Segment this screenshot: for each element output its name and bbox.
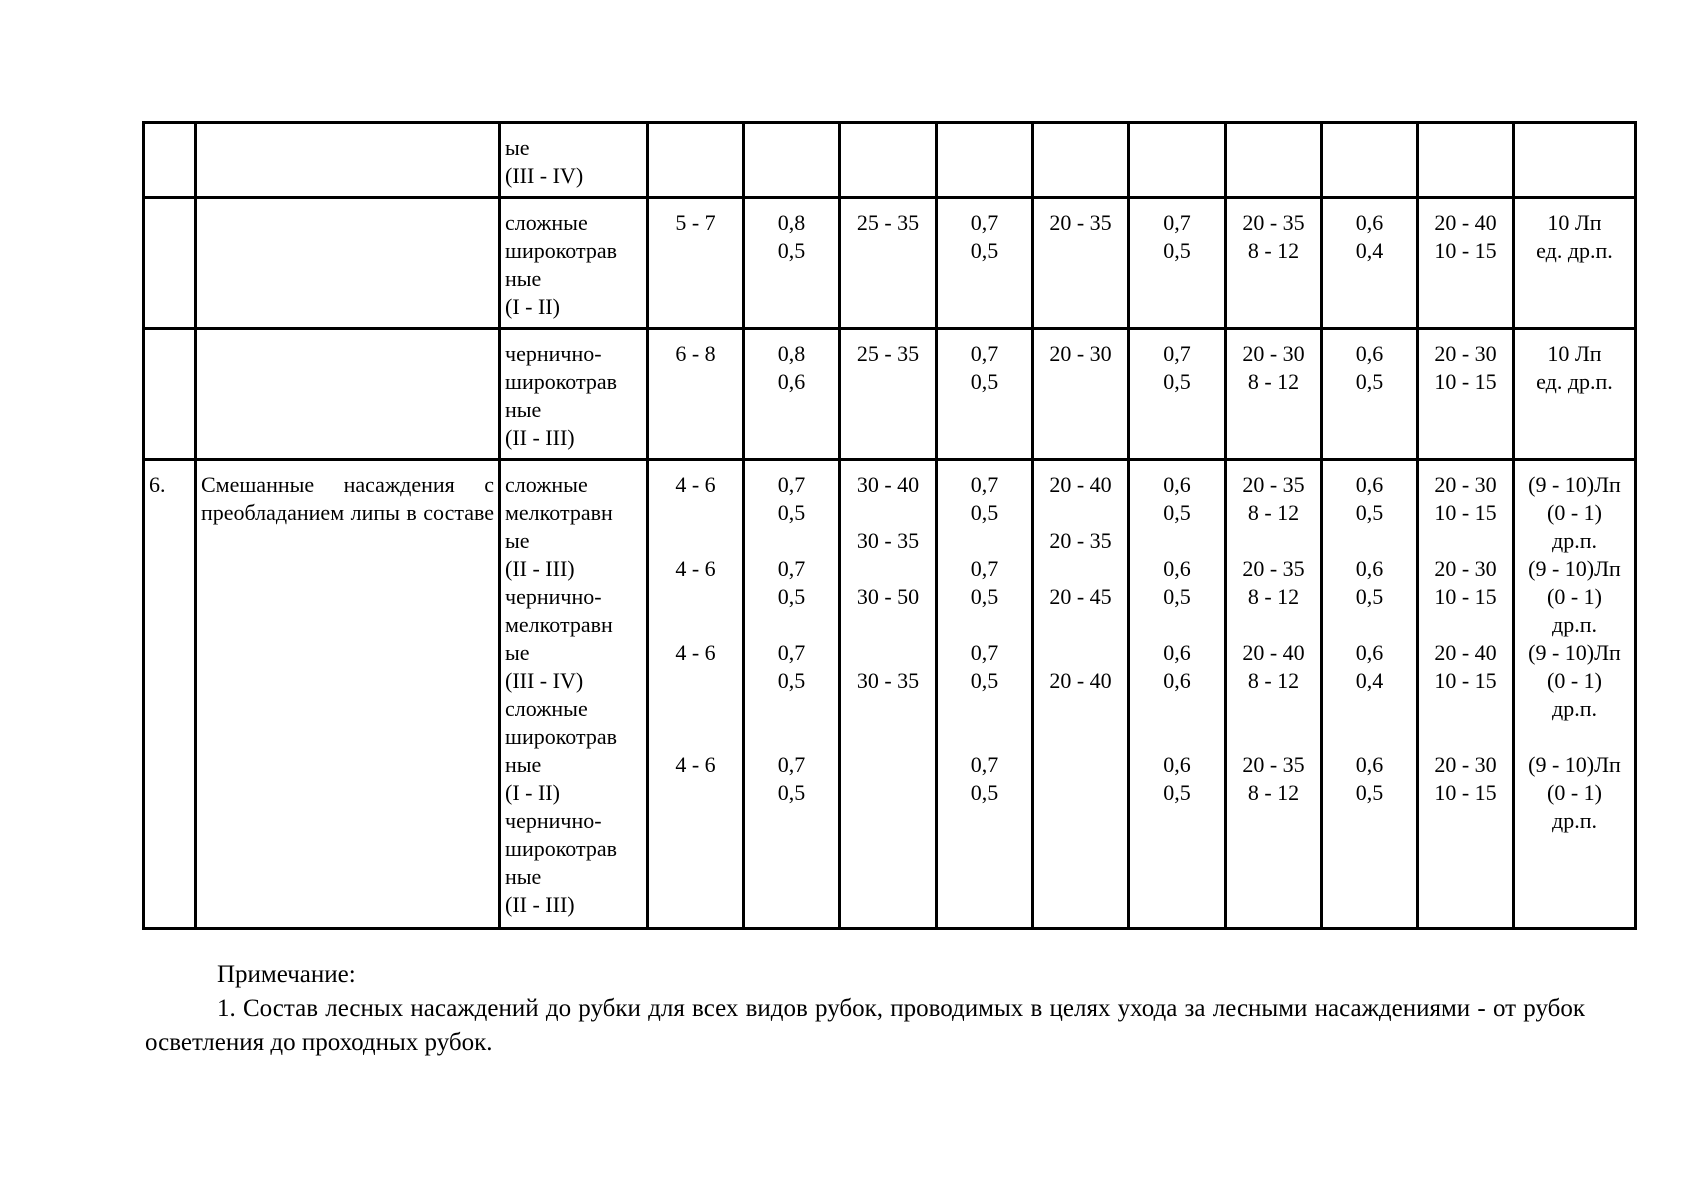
cell-line [1231,134,1316,162]
cell-line: др.п. [1552,696,1597,721]
cell-line: ые [505,135,530,160]
cell-line: 0,7 [777,640,806,665]
cell-line: 0,6 [1163,668,1191,693]
cell-line [942,695,1027,723]
cell-line: 20 - 30 [1434,752,1497,777]
value-cell [1514,123,1636,198]
cell-line: 0,5 [1163,369,1191,394]
value-cell [937,460,1033,929]
cell-line: (0 - 1) [1547,668,1602,693]
cell-line: 25 - 35 [856,341,920,366]
cell-line: 5 - 7 [675,210,716,235]
cell-line: (II - III) [505,425,575,450]
cell-line [1327,723,1412,751]
cell-line [1327,695,1412,723]
cell-line: 0,5 [970,369,999,394]
table-row [144,123,1636,198]
cell-line: мелкотравн [505,612,613,637]
cell-line [1134,723,1220,751]
cell-line: 0,5 [777,238,806,263]
value-cell [648,329,744,460]
cell-line: (III - IV) [505,668,584,693]
cell-line: широкотрав [505,369,618,394]
cell-line: 0,5 [1163,780,1191,805]
cell-line: 0,5 [1163,500,1191,525]
cell-line: 4 - 6 [675,472,716,497]
value-cell [1226,198,1322,329]
cell-line [845,611,931,639]
cell-line [845,555,931,583]
cell-line: ные [505,752,542,777]
cell-line: чернично- [505,584,602,609]
cell-line: 0,6 [1355,640,1384,665]
cell-line: (9 - 10)Лп [1528,752,1621,777]
value-cell [1129,198,1226,329]
forest-type-cell [500,123,648,198]
cell-line: 0,7 [970,556,999,581]
cell-line [749,134,834,162]
cell-line: 20 - 35 [1242,472,1305,497]
cell-line: 20 - 35 [1049,210,1112,235]
cell-line: 20 - 35 [1242,752,1305,777]
cell-line: 0,5 [777,584,806,609]
value-cell [937,123,1033,198]
cell-line: 0,5 [970,238,999,263]
cell-line [1423,695,1508,723]
value-cell [840,460,937,929]
stand-name-cell [196,198,500,329]
cell-line: 0,5 [777,668,806,693]
cell-line: др.п. [1552,528,1597,553]
cell-line: 0,5 [1163,238,1191,263]
cell-line: 0,5 [1355,584,1384,609]
value-cell [1322,123,1418,198]
cell-line: (0 - 1) [1547,780,1602,805]
value-cell [937,329,1033,460]
cell-line [1134,134,1220,162]
value-cell [840,329,937,460]
cell-line [1231,527,1316,555]
cell-line: 10 Лп [1547,210,1602,235]
cell-line: 30 - 35 [856,528,920,553]
note-item-1: 1. Состав лесных насаждений до рубки для всех видов рубок, проводимых в целях ухода за лесными насаждениями - от рубок осветления до проходных рубок. [145,995,1585,1056]
cell-line: ед. др.п. [1536,369,1613,394]
cell-line: 0,5 [777,780,806,805]
cell-line: сложные [505,472,588,497]
cell-line: др.п. [1552,808,1597,833]
cell-line: ые [505,640,530,665]
cell-line [1038,499,1123,527]
cell-line: 20 - 30 [1434,556,1497,581]
cell-line: чернично- [505,341,602,366]
value-cell [1322,460,1418,929]
value-cell [840,198,937,329]
cell-line: 20 - 40 [1434,640,1497,665]
cell-line: 10 Лп [1547,341,1602,366]
cell-line: 0,4 [1355,668,1384,693]
value-cell [744,123,840,198]
value-cell [1418,123,1514,198]
cell-line: 30 - 40 [856,472,920,497]
cell-line: 8 - 12 [1247,238,1300,263]
cell-line: 10 - 15 [1434,500,1497,525]
cell-line [1327,134,1412,162]
cell-line: 0,5 [777,500,806,525]
cell-line [1423,134,1508,162]
cell-line: 0,6 [777,369,806,394]
value-cell [1418,329,1514,460]
cell-line [1423,723,1508,751]
cell-line: 25 - 35 [856,210,920,235]
value-cell [1514,198,1636,329]
value-cell [840,123,937,198]
cell-line: 0,7 [970,341,999,366]
cell-line: (II - III) [505,556,575,581]
cell-line: 0,5 [970,780,999,805]
cell-line: (9 - 10)Лп [1528,556,1621,581]
value-cell [1033,460,1129,929]
cell-line: (0 - 1) [1547,500,1602,525]
value-cell [1514,460,1636,929]
cell-line [845,134,931,162]
cell-line [1134,527,1220,555]
cell-line: ные [505,266,542,291]
cell-line: 0,8 [777,210,806,235]
cell-line: (9 - 10)Лп [1528,472,1621,497]
cell-line: др.п. [1552,612,1597,637]
cell-line: 4 - 6 [675,752,716,777]
cell-line [1038,134,1123,162]
cell-line [1134,611,1220,639]
cell-line: 0,5 [1355,500,1384,525]
cell-line: 0,4 [1355,238,1384,263]
cell-line: 0,7 [1163,210,1191,235]
cell-line: 0,7 [777,472,806,497]
cell-line: 0,6 [1163,556,1191,581]
cell-line: ые [505,528,530,553]
cell-line: (0 - 1) [1547,584,1602,609]
cell-line: (I - II) [505,294,560,319]
cell-line: 0,6 [1163,472,1191,497]
cell-line: 20 - 40 [1242,640,1305,665]
cell-line: 0,5 [970,500,999,525]
cell-line [1327,527,1412,555]
cell-line: 0,5 [1355,369,1384,394]
cell-line: 6 - 8 [675,341,716,366]
cell-line: 8 - 12 [1247,584,1300,609]
note-section [145,958,1585,1060]
cell-line: 20 - 30 [1434,472,1497,497]
cell-line [749,611,834,639]
cell-line: 8 - 12 [1247,500,1300,525]
cell-line: 20 - 35 [1242,210,1305,235]
forest-type-cell [500,198,648,329]
value-cell [1033,329,1129,460]
table-row [144,329,1636,460]
cell-line: 0,8 [777,341,806,366]
value-cell [744,329,840,460]
value-cell [1322,198,1418,329]
cell-line [942,527,1027,555]
cell-line: 10 - 15 [1434,584,1497,609]
cell-line: 0,6 [1355,556,1384,581]
cell-line [845,639,931,667]
cell-line: 0,7 [970,472,999,497]
cell-line: 0,5 [970,584,999,609]
cell-line [1423,611,1508,639]
cell-line: 0,6 [1355,472,1384,497]
cell-line: 0,5 [1163,584,1191,609]
value-cell [1418,460,1514,929]
forest-type-cell [500,329,648,460]
cell-line [1038,639,1123,667]
cell-line: 4 - 6 [675,556,716,581]
value-cell [744,460,840,929]
cell-line [653,611,738,639]
row-number-cell: 6. [144,460,196,929]
cell-line [749,527,834,555]
cell-line [653,667,738,695]
cell-line [1231,611,1316,639]
cell-line [942,611,1027,639]
value-cell [1514,329,1636,460]
cell-line: ед. др.п. [1536,238,1613,263]
cell-line [1519,134,1630,162]
cell-line [749,723,834,751]
cell-line: 20 - 30 [1242,341,1305,366]
row-number-cell [144,123,196,198]
cell-line: (III - IV) [505,163,584,188]
cell-line: широкотрав [505,836,618,861]
cell-line: 20 - 35 [1242,556,1305,581]
cell-line: 0,6 [1355,752,1384,777]
cell-line [749,695,834,723]
value-cell [1226,329,1322,460]
cell-line: (I - II) [505,780,560,805]
cell-line: 20 - 30 [1434,341,1497,366]
stand-name-cell: Смешанные насаждения с преобладанием липы в составе [196,460,500,929]
row-number-cell [144,198,196,329]
stand-name-cell [196,123,500,198]
cell-line: 8 - 12 [1247,668,1300,693]
stand-name-cell [196,329,500,460]
cell-line [653,723,738,751]
cell-line: 10 - 15 [1434,780,1497,805]
value-cell [1033,123,1129,198]
cell-line: 0,6 [1163,752,1191,777]
cell-line [653,527,738,555]
cell-line: 0,7 [970,210,999,235]
value-cell [744,198,840,329]
table-row [144,198,1636,329]
value-cell [1226,460,1322,929]
cell-line [1327,611,1412,639]
cell-line: 0,5 [970,668,999,693]
cell-line: 0,7 [1163,341,1191,366]
cell-line: 8 - 12 [1247,780,1300,805]
cell-line: ные [505,397,542,422]
cell-line: сложные [505,210,588,235]
value-cell [648,198,744,329]
cell-line [1231,695,1316,723]
cell-line: 0,7 [777,556,806,581]
cell-line [1038,555,1123,583]
value-cell [1033,198,1129,329]
value-cell [937,198,1033,329]
cell-line: (9 - 10)Лп [1528,640,1621,665]
cell-line [942,134,1027,162]
cell-line: 10 - 15 [1434,369,1497,394]
forest-standards-table [142,121,1637,930]
cell-line: мелкотравн [505,500,613,525]
cell-line: 0,7 [777,752,806,777]
cell-line: 0,6 [1355,210,1384,235]
value-cell [1129,123,1226,198]
cell-line [1134,695,1220,723]
cell-line: 20 - 40 [1049,472,1112,497]
cell-line: ные [505,864,542,889]
cell-line [653,499,738,527]
cell-line: 8 - 12 [1247,369,1300,394]
cell-line: 20 - 35 [1049,528,1112,553]
value-cell [648,460,744,929]
value-cell [1418,198,1514,329]
cell-line [653,583,738,611]
cell-line: 20 - 45 [1049,584,1112,609]
cell-line: 0,7 [970,640,999,665]
value-cell [1129,460,1226,929]
cell-line: широкотрав [505,238,618,263]
cell-line: 10 - 15 [1434,668,1497,693]
cell-line: широкотрав [505,724,618,749]
cell-line: 0,6 [1355,341,1384,366]
cell-line [1231,723,1316,751]
cell-line [942,723,1027,751]
cell-line: 0,5 [1355,780,1384,805]
value-cell [1322,329,1418,460]
cell-line [1423,527,1508,555]
note-heading: Примечание: [217,961,356,988]
cell-line: 30 - 35 [856,668,920,693]
cell-line: чернично- [505,808,602,833]
cell-line [653,134,738,162]
cell-line [653,695,738,723]
cell-line: 0,7 [970,752,999,777]
cell-line: 4 - 6 [675,640,716,665]
table-row [144,460,1636,929]
value-cell [1226,123,1322,198]
cell-line: 20 - 40 [1434,210,1497,235]
cell-line: 10 - 15 [1434,238,1497,263]
cell-line [1038,611,1123,639]
cell-line: 20 - 40 [1049,668,1112,693]
cell-line [1519,723,1630,751]
value-cell [1129,329,1226,460]
forest-type-cell [500,460,648,929]
cell-line: сложные [505,696,588,721]
cell-line: 0,6 [1163,640,1191,665]
row-number-cell [144,329,196,460]
cell-line [845,499,931,527]
cell-line: 20 - 30 [1049,341,1112,366]
cell-line: (II - III) [505,892,575,917]
cell-line: 30 - 50 [856,584,920,609]
value-cell [648,123,744,198]
